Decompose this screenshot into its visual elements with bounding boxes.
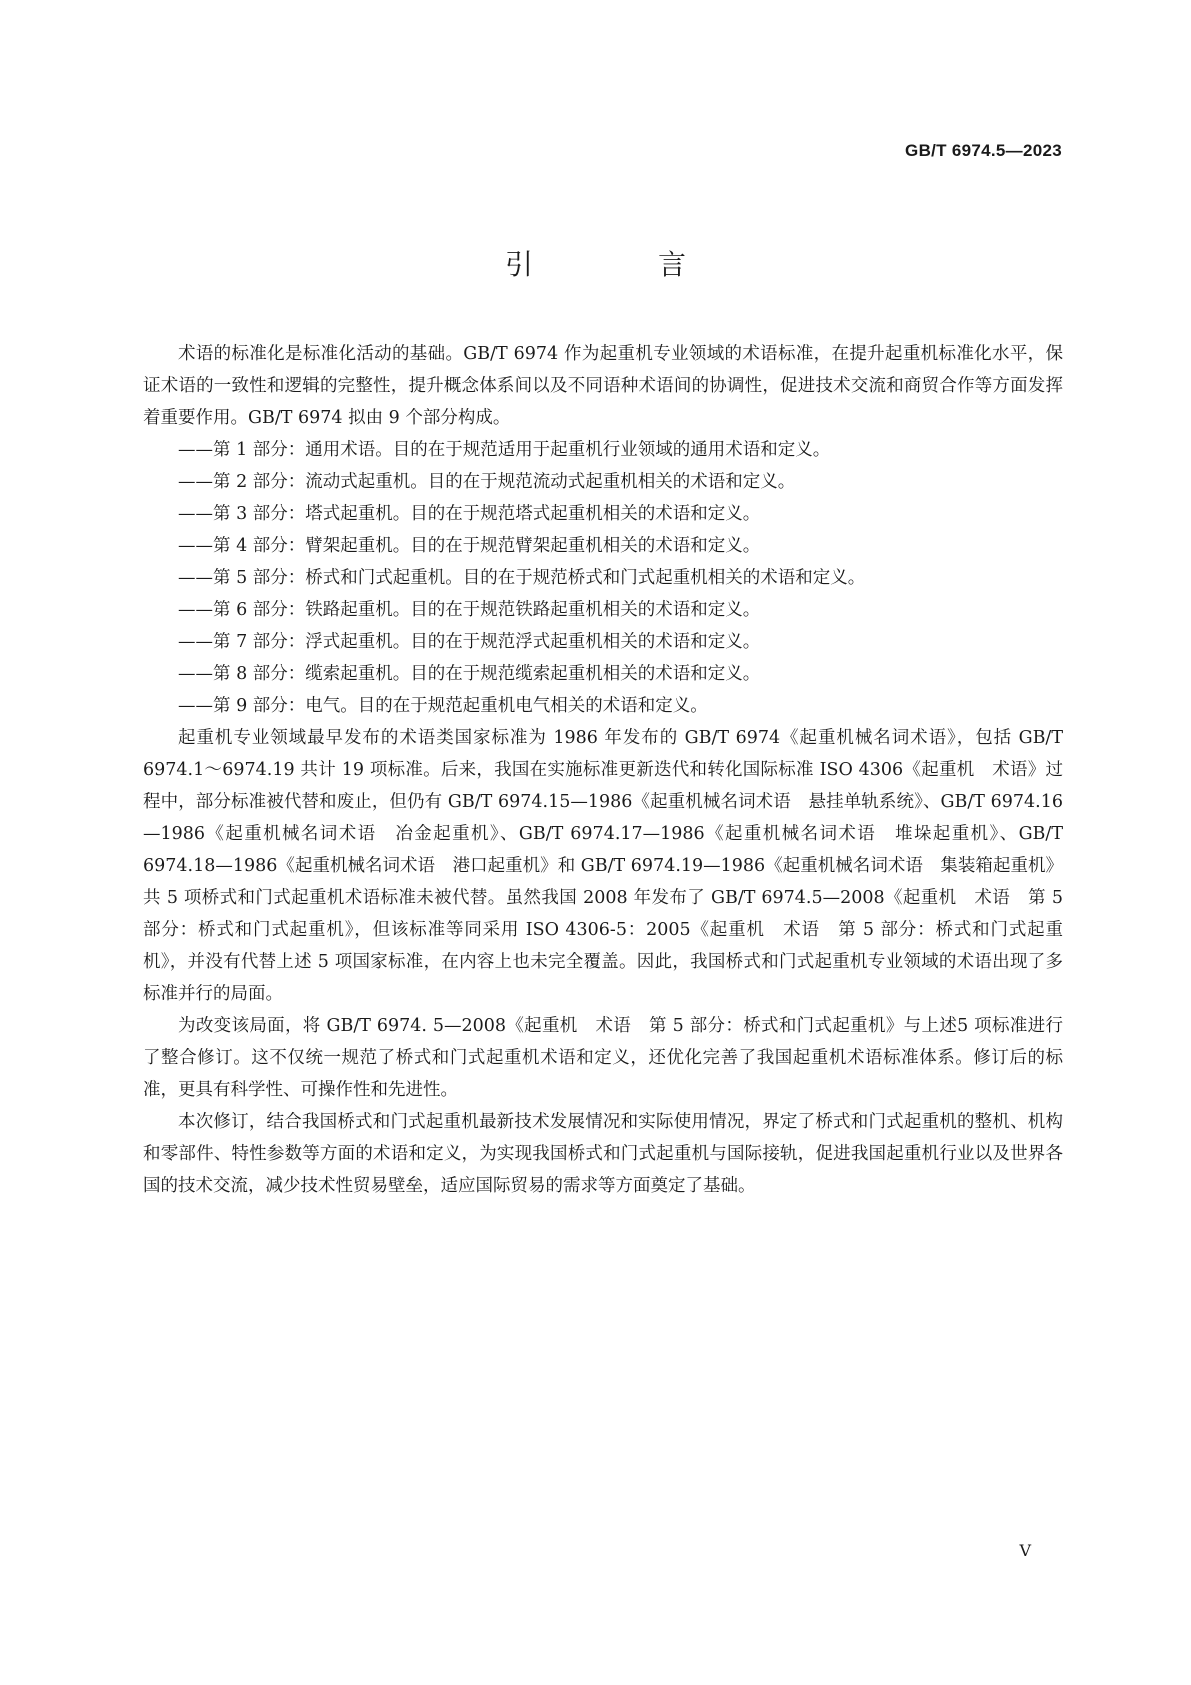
page-title: 引 言 [505,248,744,281]
part-list-item-6: ——第 6 部分：铁路起重机。目的在于规范铁路起重机相关的术语和定义。 [178,600,761,620]
page-number: V [1019,1541,1031,1560]
part-list-item-8: ——第 8 部分：缆索起重机。目的在于规范缆索起重机相关的术语和定义。 [178,664,761,684]
part-list-item-3: ——第 3 部分：塔式起重机。目的在于规范塔式起重机相关的术语和定义。 [178,504,761,524]
part-list-item-1: ——第 1 部分：通用术语。目的在于规范适用于起重机行业领域的通用术语和定义。 [178,440,831,460]
introduction-body [143,338,1063,1202]
part-list-item-2: ——第 2 部分：流动式起重机。目的在于规范流动式起重机相关的术语和定义。 [178,472,796,492]
intro-paragraph-2: 起重机专业领域最早发布的术语类国家标准为 1986 年发布的 GB/T 6974《起重机械名词术语》，包括 GB/T 6974.1～6974.19 共计 19 项标准。后来，我国在实施标准更新迭代和转化国际标准 ISO 4306《起重机 术语》过程中，部分标准被代替和废止，但仍有 GB/T 6974.15—1986《起重机械名词术语 悬挂单轨系统》、GB/T 6974.16—1986《起重机械名词术语 冶金起重机》、GB/T 6974.17—1986《起重机械名词术语 堆垛起重机》、GB/T 6974.18—1986《起重机械名词术语 港口起重机》和 GB/T 6974.19—1986《起重机械名词术语 集装箱起重机》共 5 项桥式和门式起重机术语标准未被代替。虽然我国 2008 年发布了 GB/T 6974.5—2008《起重机 术语 第 5 部分：桥式和门式起重机》，但该标准等同采用 ISO 4306-5：2005《起重机 术语 第 5 部分：桥式和门式起重机》，并没有代替上述 5 项国家标准，在内容上也未完全覆盖。因此，我国桥式和门式起重机专业领域的术语出现了多标准并行的局面。 [143,728,1063,1004]
part-list-item-5: ——第 5 部分：桥式和门式起重机。目的在于规范桥式和门式起重机相关的术语和定义。 [178,568,866,588]
intro-paragraph-4: 本次修订，结合我国桥式和门式起重机最新技术发展情况和实际使用情况，界定了桥式和门式起重机的整机、机构和零部件、特性参数等方面的术语和定义，为实现我国桥式和门式起重机与国际接轨，促进我国起重机行业以及世界各国的技术交流，减少技术性贸易壁垒，适应国际贸易的需求等方面奠定了基础。 [143,1112,1063,1196]
intro-paragraph-3: 为改变该局面，将 GB/T 6974. 5—2008《起重机 术语 第 5 部分：桥式和门式起重机》与上述5 项标准进行了整合修订。这不仅统一规范了桥式和门式起重机术语和定义，还优化完善了我国起重机术语标准体系。修订后的标准，更具有科学性、可操作性和先进性。 [143,1016,1063,1100]
document-code: GB/T 6974.5—2023 [905,141,1062,160]
part-list-item-7: ——第 7 部分：浮式起重机。目的在于规范浮式起重机相关的术语和定义。 [178,632,761,652]
part-list-item-4: ——第 4 部分：臂架起重机。目的在于规范臂架起重机相关的术语和定义。 [178,536,761,556]
part-list-item-9: ——第 9 部分：电气。目的在于规范起重机电气相关的术语和定义。 [178,696,708,716]
intro-paragraph-1: 术语的标准化是标准化活动的基础。GB/T 6974 作为起重机专业领域的术语标准，在提升起重机标准化水平，保证术语的一致性和逻辑的完整性，提升概念体系间以及不同语种术语间的协调性，促进技术交流和商贸合作等方面发挥着重要作用。GB/T 6974 拟由 9 个部分构成。 [143,344,1063,428]
